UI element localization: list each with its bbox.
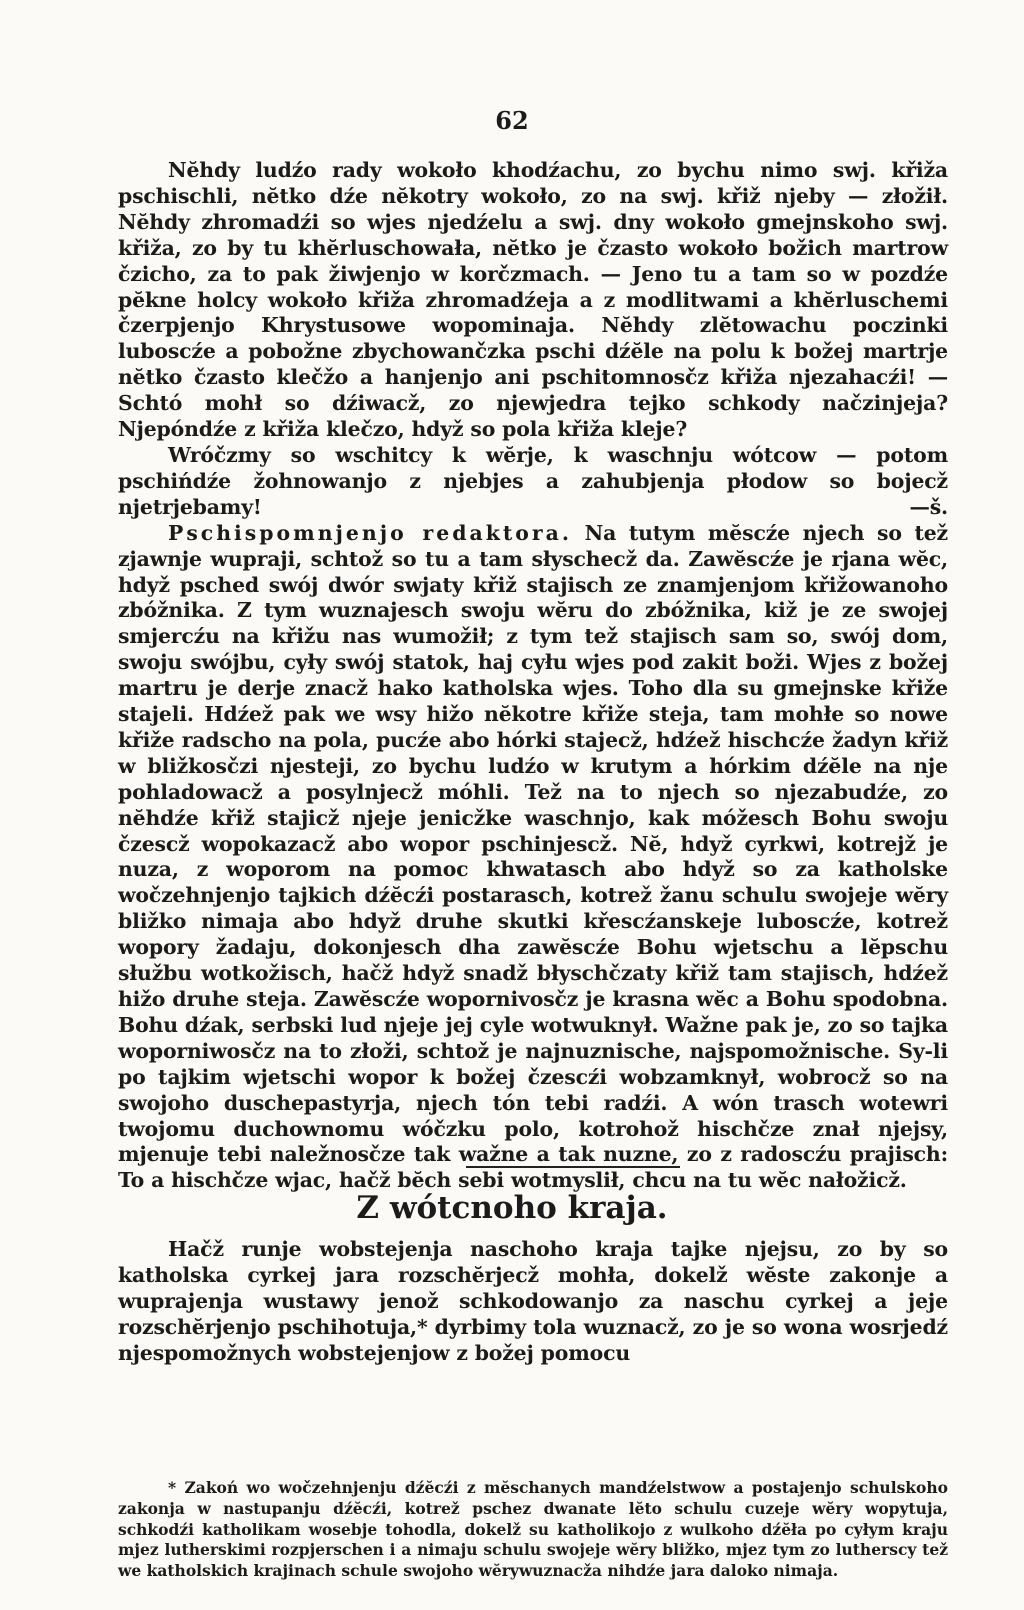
footnote (118, 1478, 948, 1582)
section-body (118, 1237, 948, 1367)
editor-note-heading: Pschispomnjenjo redaktora. (168, 520, 572, 545)
section-paragraph: Hačž runje wobstejenja naschoho kraja tajke njejsu, zo by so katholska cyrkej jara rozschĕrjecž mohła, dokelž wĕste zakonje a wuprajenja wustawy jenož schkodowanjo za naschu cyrkej a jeje rozschĕrjenjo pschihotuja,* dyrbimy tola wuznacž, zo je so wona wosrjedź njespomožnych wobstejenjow z božej pomocu (118, 1237, 948, 1365)
author-signature: —š. (909, 494, 948, 519)
paragraph-closing (118, 443, 948, 521)
footnote-text: * Zakoń wo wočzehnjenju dźĕcźi z mĕschanych mandźelstwow a postajenjo schulskoho zakonja w nastupanju dźĕcźi, kotrež pschez dwanate lĕto schulu cuzeje wĕry wopytuja, schkodźi katholikam wosebje tohodla, dokelž su katholikojo z wulkoho dźĕła po cyłym kraju mjez lutherskimi rozpjerschen i a nimaju schulu swojeje wĕry bližko, mjez tym zo lutherscy tež we katholskich krajinach schule swojoho wĕrywuznacža nihdźe jara daloko nimaja. (118, 1478, 948, 1581)
editor-note (118, 521, 948, 1195)
section-divider (466, 1166, 680, 1168)
closing-text: Wróčzmy so wschitcy k wĕrje, k waschnju wótcow — potom pschińdźe žohnowanjo z njebjes a zahubjenja płodow so bojecž njetrjebamy! (118, 442, 948, 519)
section-title: Z wótcnoho kraja. (356, 1190, 668, 1226)
page-number: 62 (495, 106, 529, 135)
editor-note-text: Na tutym mĕscźe njech so tež zjawnje wupraji, schtož so tu a tam słyschecž da. Zawĕscźe je rjana wĕc, hdyž psched swój dwór swjaty křiž stajisch ze znamjenjom křižowanoho zbóžnika. Z tym wuznajesch swoju wĕru do zbóžnika, kiž je ze swojej smjercźu na křižu nas wumožił; z tym tež stajisch sam so, swój dom, swoju swójbu, cyły swój statok, haj cyłu wjes pod zakit boži. Wjes z božej martru je derje znacž hako katholska wjes. Toho dla su gmejnske křiže stajeli. Hdźež pak we wsy hižo nĕkotre křiže steja, tam mohłe so nowe křiže radscho na pola, pucźe abo hórki stajecž, hdźež hischcźe žadyn křiž w bližkosčzi njesteji, zo bychu ludźo w krutym a hórkim dźĕle na nje pohladowacž a posylnjecž móhli. Tež na to njech so njezabudźe, zo nĕhdźe křiž stajicž njeje jenicžke waschnjo, kak móžesch Bohu swoju čzescž wopokazacž abo wopor pschinjescž. Nĕ, hdyž cyrkwi, kotrejž je nuza, z woporom na pomoc khwatasch abo hdyž so za katholske wočzehnjenjo tajkich dźĕcźi postarasch, kotrež žanu schulu swojeje wĕry bližko nimaja abo hdyž druhe skutki křescźanskeje luboscźe, kotrež wopory žadaju, dokonjesch dha zawĕscźe Bohu wjetschu a lĕpschu słužbu wotkožisch, hačž hdyž snadž błyschčzaty křiž tam stajisch, hdźež hižo druhe steja. Zawĕscźe wopornivosčz je krasna wĕc a Bohu spodobna. Bohu dźak, serbski lud njeje jej cyle wotwuknył. Wažne pak je, zo so tajka woporniwosčz na to złoži, schtož je najnuznische, najspomožnische. Sy-li po tajkim wjetschi wopor k božej čzescźi wobzamknył, wobrocž so na swojoho duschepastyrja, njech tón tebi radźi. A wón trasch wotewri twojomu duchownomu wóčzku polo, kotrohož hischčze znał njejsy, mjenuje tebi naležnosčze tak wažne a tak nuzne, zo z radoscźu prajisch: To a hischčze wjac, hačž bĕch sebi wotmyslił, chcu na tu wĕc nałožicž. (118, 520, 948, 1193)
article-body (118, 158, 948, 1194)
paragraph: Nĕhdy ludźo rady wokoło khodźachu, zo bychu nimo swj. křiža pschischli, nĕtko dźe nĕkotry wokoło, zo na swj. křiž njeby — złožił. Nĕhdy zhromadźi so wjes njedźelu a swj. dny wokoło gmejnskoho swj. křiža, zo by tu khĕrluschowała, nĕtko je čzasto wokoło božich martrow čzicho, za to pak žiwjenjo w korčzmach. — Jeno tu a tam so w pozdźe pĕkne holcy wokoło křiža zhromadźeja a z modlitwami a khĕrluschemi čzerpjenjo Khrystusowe wopominaja. Nĕhdy zlĕtowachu poczinki luboscźe a pobožne zbychowančzka pschi dźĕle na polu k božej martrje nĕtko čzasto klečžo a hanjenjo ani pschitomnosčz křiža njezahacźi! — Schtó mohł so dźiwacž, zo njewjedra tejko schkody načzinjeja? Njepóndźe z křiža klečzo, hdyž so pola křiža kleje? (118, 158, 948, 442)
